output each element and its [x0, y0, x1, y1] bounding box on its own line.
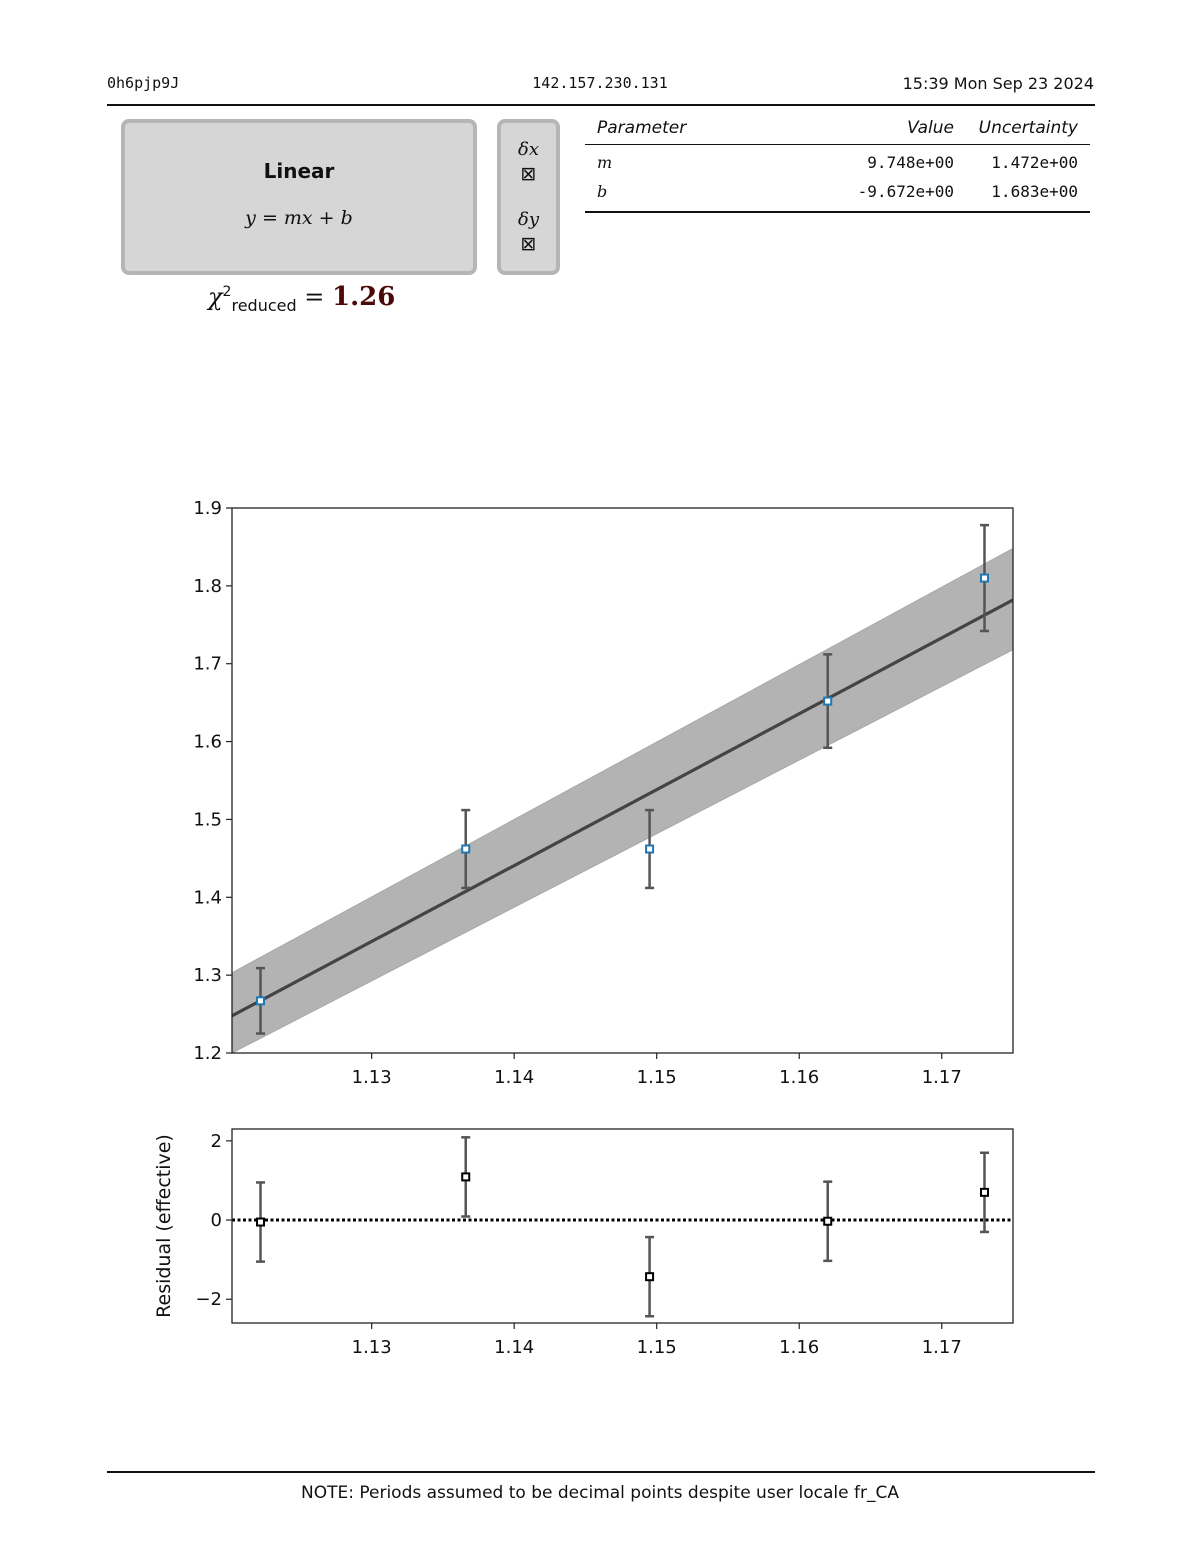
y-tick-label: 1.2: [193, 1043, 222, 1064]
timestamp: 15:39 Mon Sep 23 2024: [902, 74, 1094, 93]
fit-line: [232, 600, 1013, 1016]
data-point: [646, 1273, 653, 1280]
data-point: [824, 1218, 831, 1225]
x-tick-label: 1.13: [351, 1067, 392, 1088]
y-tick-label: 1.4: [193, 887, 222, 909]
chi-squared-readout: [208, 282, 395, 315]
param-value: -9.672e+00: [770, 174, 966, 212]
param-uncertainty: 1.683e+00: [966, 174, 1090, 212]
chi-value: 1.26: [332, 282, 396, 312]
plot-frame: [232, 1129, 1013, 1323]
uncertainty-toggle-box: [497, 119, 560, 275]
param-name: m: [597, 153, 613, 172]
plot-area: [232, 1137, 1013, 1316]
footer-rule: [107, 1471, 1095, 1473]
data-point: [824, 698, 831, 705]
header-rule: [107, 104, 1095, 106]
data-point: [257, 1219, 264, 1226]
model-box[interactable]: [121, 119, 477, 275]
data-point: [462, 1173, 469, 1180]
data-point: [981, 575, 988, 582]
parameter-table: [585, 114, 1090, 213]
model-name: Linear: [263, 159, 335, 183]
plot-area: [232, 525, 1013, 1053]
table-row: [585, 174, 1090, 212]
residual-plot: [0, 1115, 1200, 1365]
x-tick-label: 1.15: [636, 1337, 677, 1358]
chi-equals: =: [304, 283, 325, 311]
col-header-uncertainty: Uncertainty: [966, 114, 1090, 145]
y-tick-label: 1.5: [193, 809, 222, 831]
x-tick-label: 1.14: [494, 1067, 535, 1088]
data-point: [646, 846, 653, 853]
param-uncertainty: 1.472e+00: [991, 153, 1078, 172]
y-tick-label: 1.3: [193, 965, 222, 987]
x-tick-label: 1.15: [636, 1067, 677, 1088]
chi-sub: reduced: [231, 295, 297, 315]
dx-checkbox[interactable]: ⊠: [520, 163, 537, 185]
fit-plot: [0, 490, 1200, 1100]
y-tick-label: 0: [210, 1210, 222, 1232]
x-tick-label: 1.16: [779, 1337, 820, 1358]
chi-symbol: χ: [208, 283, 223, 311]
chi-sup: 2: [222, 284, 232, 300]
x-tick-label: 1.16: [779, 1067, 820, 1088]
param-value: 9.748e+00: [867, 153, 954, 172]
col-header-parameter: Parameter: [585, 114, 770, 145]
x-tick-label: 1.17: [921, 1067, 962, 1088]
model-equation: y = mx + b: [245, 207, 353, 229]
y-tick-label: −2: [195, 1289, 222, 1311]
y-axis-label: Residual (effective): [153, 1134, 175, 1318]
dy-label: δy: [517, 209, 539, 230]
confidence-band: [232, 548, 1013, 1053]
x-tick-label: 1.17: [921, 1337, 962, 1358]
data-point: [462, 846, 469, 853]
x-tick-label: 1.14: [494, 1337, 535, 1358]
footer-note: NOTE: Periods assumed to be decimal points despite user locale fr_CA: [301, 1483, 899, 1503]
data-point: [257, 997, 264, 1004]
x-tick-label: 1.13: [351, 1337, 392, 1358]
data-point: [981, 1189, 988, 1196]
dx-label: δx: [518, 139, 539, 160]
param-name: b: [585, 174, 770, 212]
dy-checkbox[interactable]: ⊠: [520, 233, 537, 255]
y-tick-label: 2: [210, 1130, 222, 1152]
ip-address: 142.157.230.131: [532, 74, 668, 92]
y-tick-label: 1.9: [193, 498, 222, 519]
y-tick-label: 1.7: [193, 653, 222, 675]
table-row: [585, 145, 1090, 175]
y-tick-label: 1.6: [193, 731, 222, 753]
session-id: 0h6pjp9J: [107, 74, 180, 92]
col-header-value: Value: [770, 114, 966, 145]
y-tick-label: 1.8: [193, 575, 222, 597]
